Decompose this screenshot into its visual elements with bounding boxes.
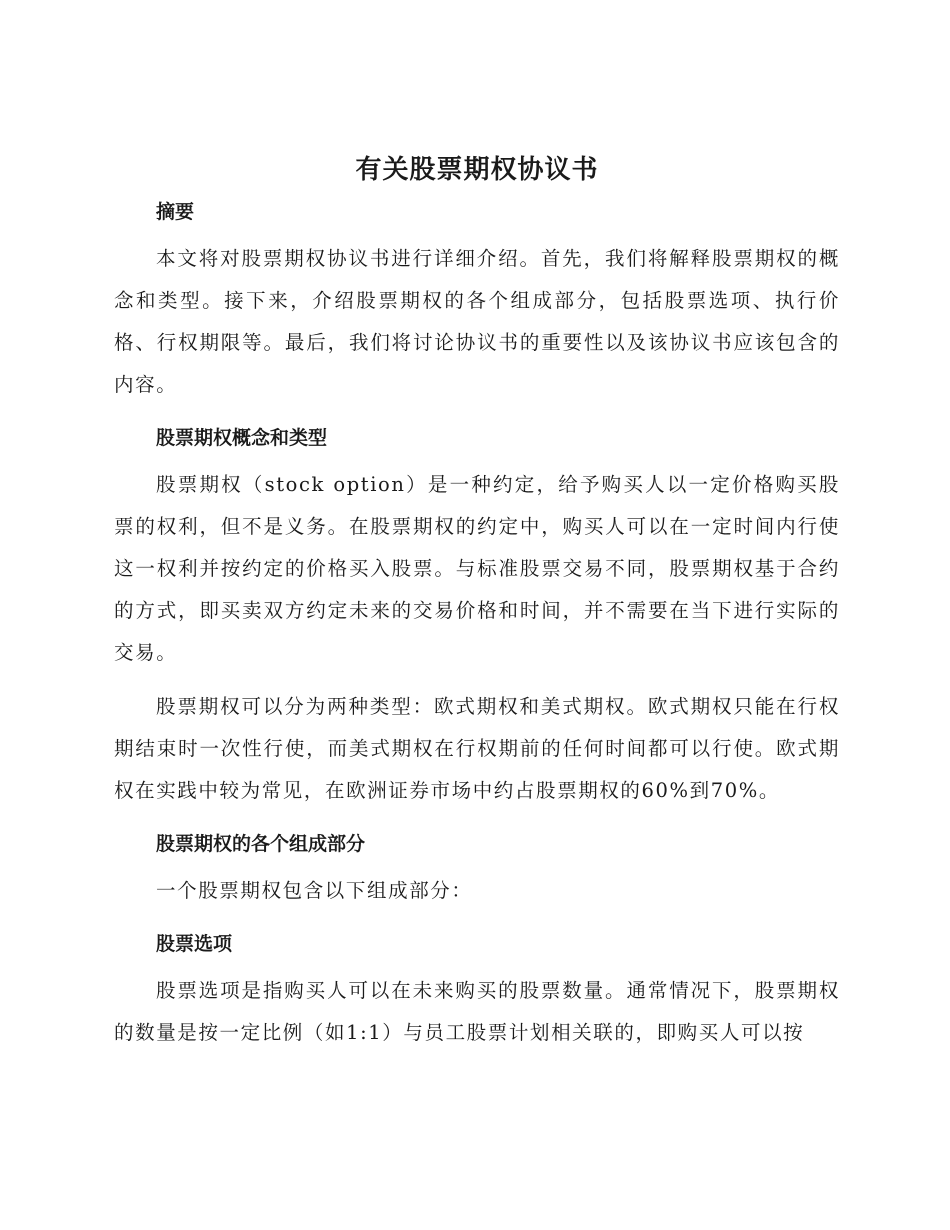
section-heading-abstract: 摘要 [156, 201, 195, 223]
document-title: 有关股票期权协议书 [355, 155, 599, 185]
section-heading-stock-options: 股票选项 [156, 933, 233, 955]
concept-paragraph-2: 股票期权可以分为两种类型：欧式期权和美式期权。欧式期权只能在行权期结束时一次性行使，而美式期权在行权期前的任何时间都可以行使。欧式期权在实践中较为常见，在欧洲证券市场中约占股票期权的60%到70%。 [114, 695, 840, 802]
section-heading-components: 股票期权的各个组成部分 [156, 833, 366, 855]
components-paragraph: 一个股票期权包含以下组成部分： [156, 879, 473, 902]
concept-paragraph-1: 股票期权（stock option）是一种约定，给予购买人以一定价格购买股票的权利，但不是义务。在股票期权的约定中，购买人可以在一定时间内行使这一权利并按约定的价格买入股票。与标准股票交易不同，股票期权基于合约的方式，即买卖双方约定未来的交易价格和时间，并不需要在当下进行实际的交易。 [114, 473, 840, 664]
abstract-paragraph: 本文将对股票期权协议书进行详细介绍。首先，我们将解释股票期权的概念和类型。接下来，介绍股票期权的各个组成部分，包括股票选项、执行价格、行权期限等。最后，我们将讨论协议书的重要性以及该协议书应该包含的内容。 [114, 247, 840, 396]
stock-options-paragraph: 股票选项是指购买人可以在未来购买的股票数量。通常情况下，股票期权的数量是按一定比例（如1:1）与员工股票计划相关联的，即购买人可以按 [114, 979, 840, 1044]
section-heading-concept-types: 股票期权概念和类型 [156, 427, 328, 449]
